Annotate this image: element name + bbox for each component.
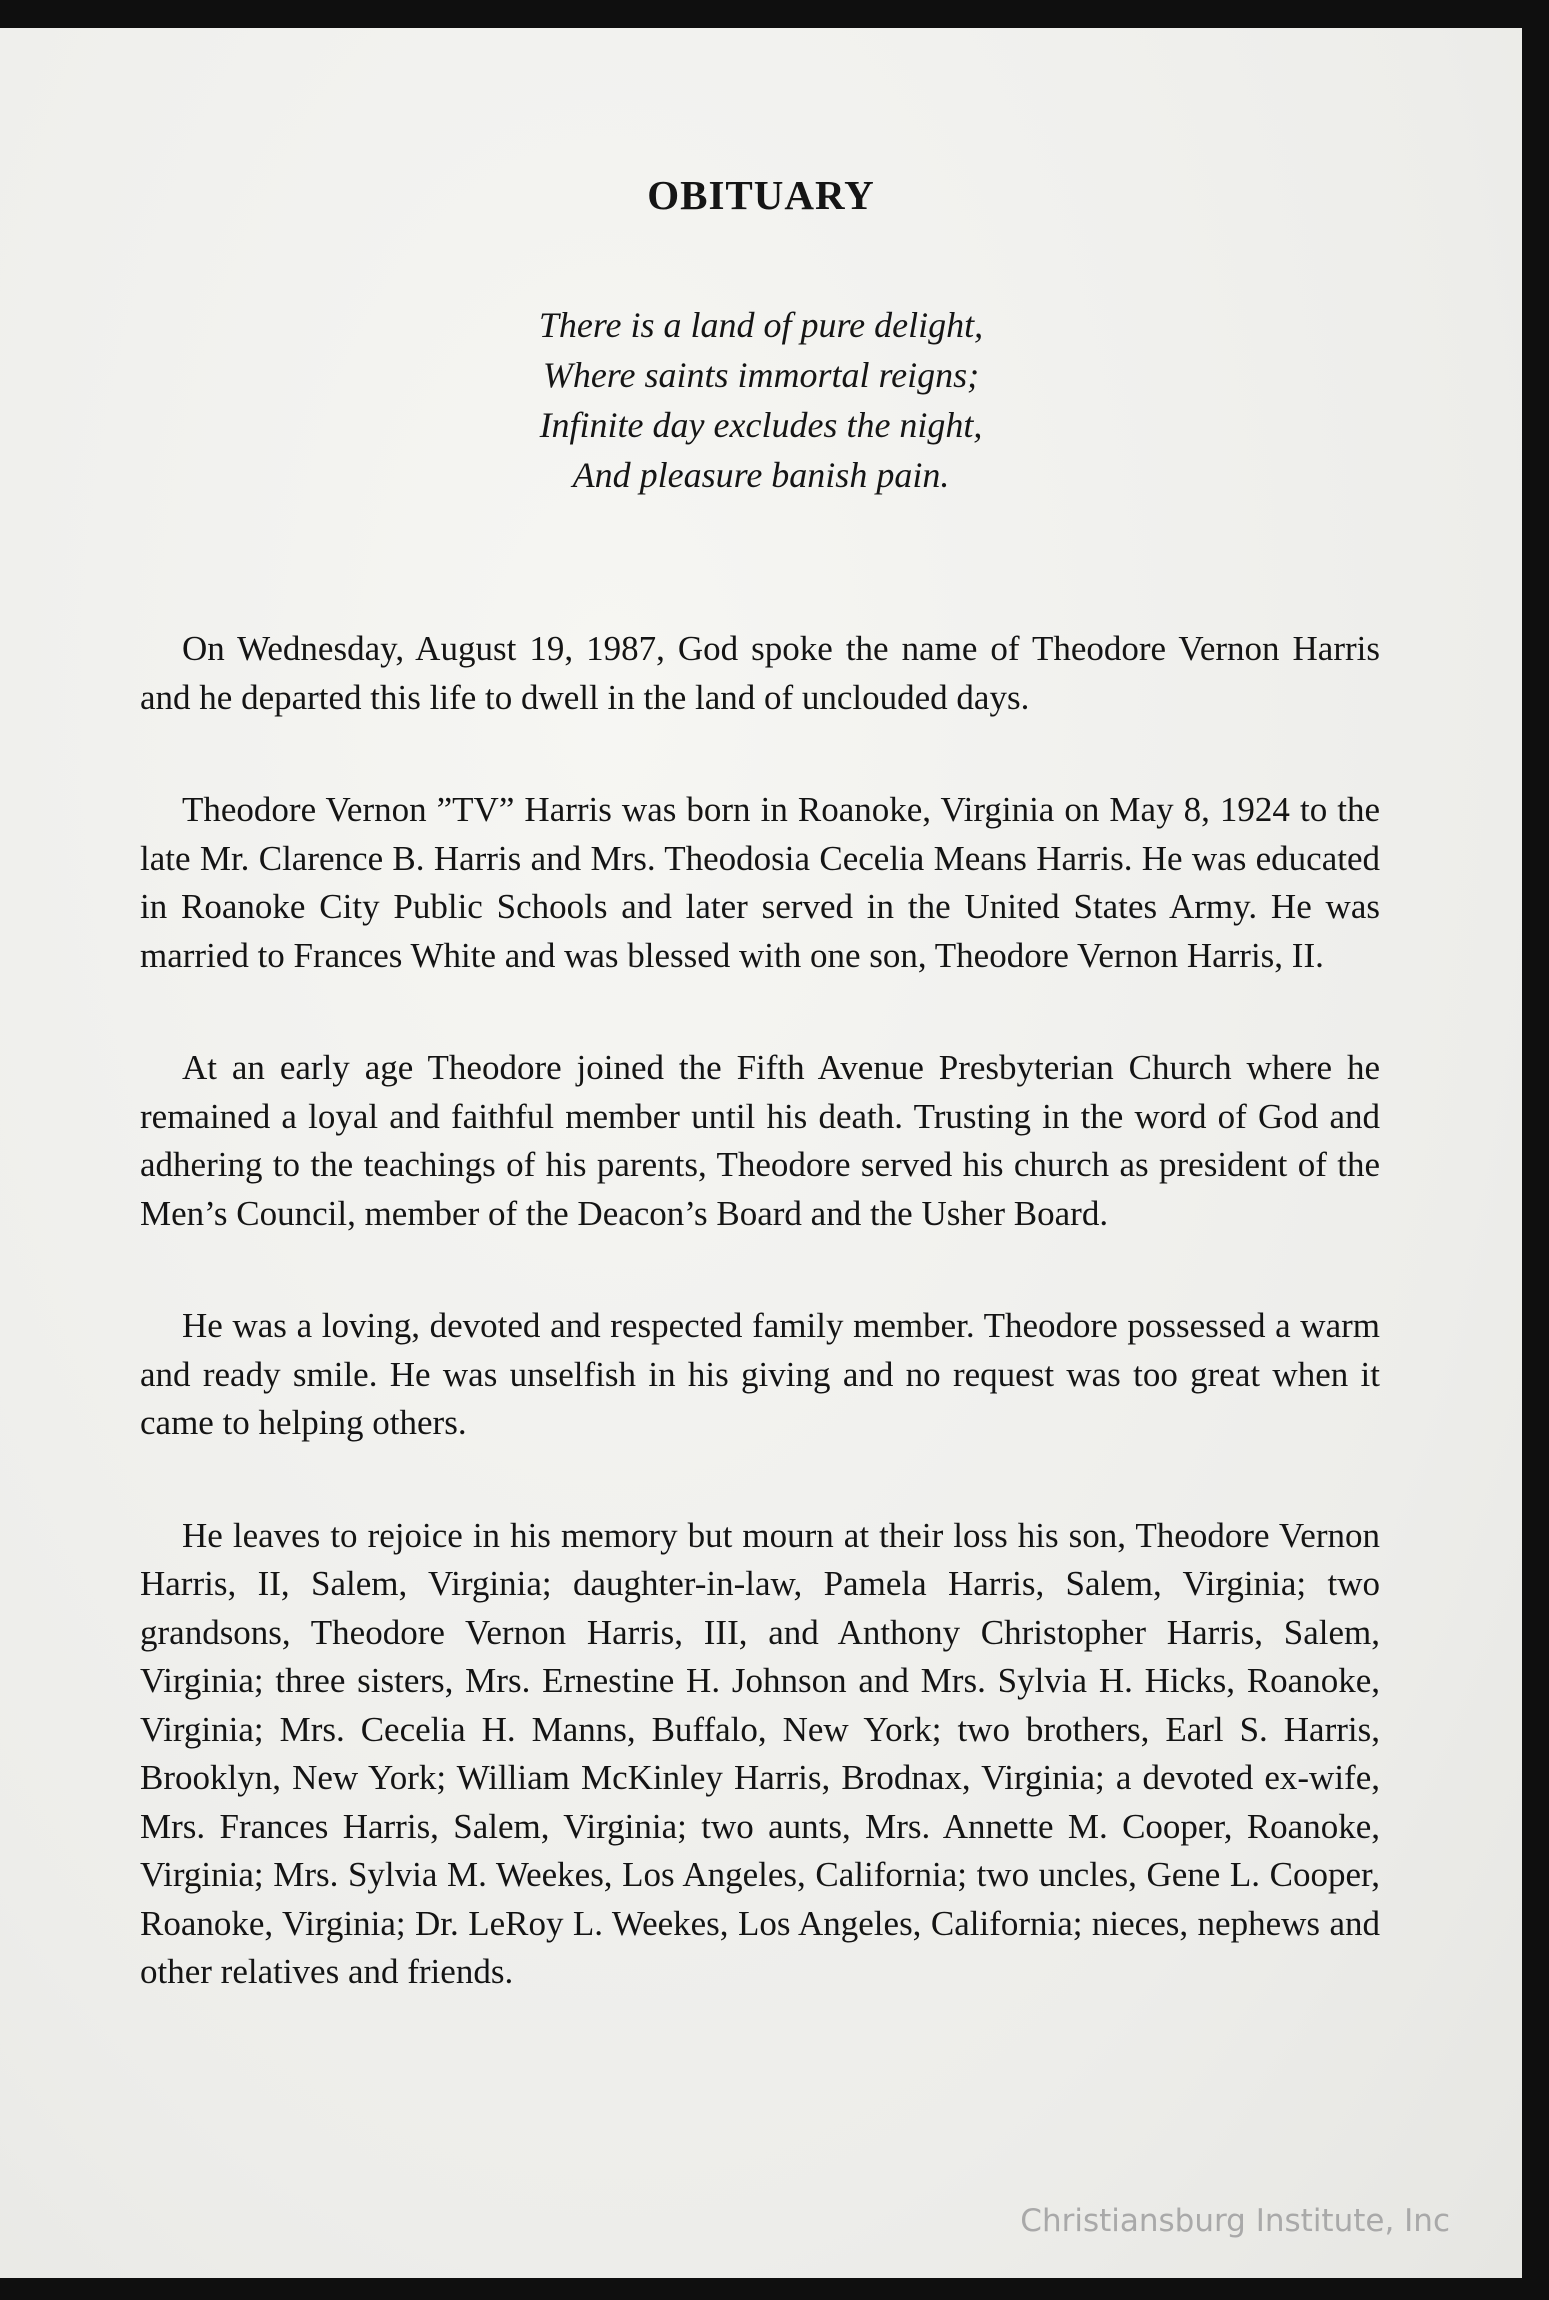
poem [0,300,1522,500]
poem-line: Where saints immortal reigns; [542,355,980,395]
paragraph-character: He was a loving, devoted and respected family member. Theodore possessed a warm and ready smile. He was unselfish in his giving and no request was too great when it came to helping others. [140,1306,1380,1442]
paragraph-survivors: He leaves to rejoice in his memory but mourn at their loss his son, Theodore Vernon Harris, II, Salem, Virginia; daughter-in-law, Pamela Harris, Salem, Virginia; two grandsons, Theodore Vernon Harris, III, and Anthony Christopher Harris, Salem, Virginia; three sisters, Mrs. Ernestine H. Johnson and Mrs. Sylvia H. Hicks, Roanoke, Virginia; Mrs. Cecelia H. Manns, Buffalo, New York; two brothers, Earl S. Harris, Brooklyn, New York; William McKinley Harris, Brodnax, Virginia; a devoted ex-wife, Mrs. Frances Harris, Salem, Virginia; two aunts, Mrs. Annette M. Cooper, Roanoke, Virginia; Mrs. Sylvia M. Weekes, Los Angeles, California; two uncles, Gene L. Cooper, Roanoke, Virginia; Dr. LeRoy L. Weekes, Los Angeles, California; nieces, nephews and other relatives and friends. [140,1515,1380,1991]
poem-line: Infinite day excludes the night, [539,405,983,445]
obituary-body [140,625,1380,2061]
poem-line: And pleasure banish pain. [572,455,950,495]
page-title: OBITUARY [647,172,875,218]
obituary-page [0,28,1522,2278]
poem-line: There is a land of pure delight, [538,305,984,345]
watermark: Christiansburg Institute, Inc [1020,2203,1450,2239]
paragraph-church: At an early age Theodore joined the Fifth Avenue Presbyterian Church where he remained a loyal and faithful member until his death. Trusting in the word of God and adhering to the teachings of his parents, Theodore served his church as president of the Men’s Council, member of the Deacon’s Board and the Usher Board. [140,1048,1380,1233]
paragraph-death-notice: On Wednesday, August 19, 1987, God spoke the name of Theodore Vernon Harris and he departed this life to dwell in the land of unclouded days. [140,629,1380,717]
paragraph-birth-and-family: Theodore Vernon ”TV” Harris was born in Roanoke, Virginia on May 8, 1924 to the late Mr. Clarence B. Harris and Mrs. Theodosia Cecelia Means Harris. He was educated in Roanoke City Public Schools and later served in the United States Army. He was married to Frances White and was blessed with one son, Theodore Vernon Harris, II. [140,790,1380,975]
